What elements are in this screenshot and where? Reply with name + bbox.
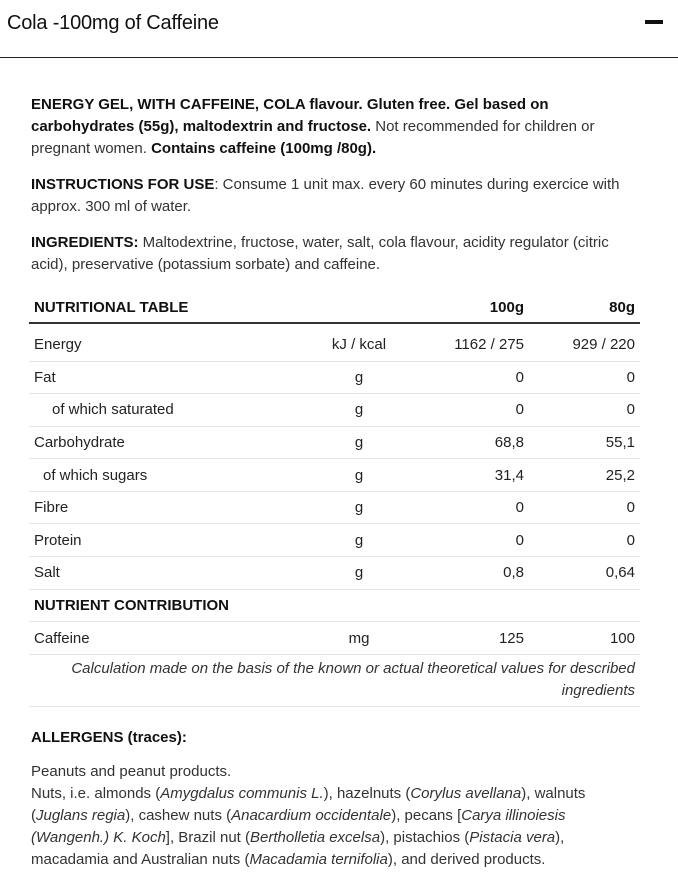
table-title: NUTRITIONAL TABLE: [29, 292, 304, 323]
nutrient-name: Protein: [29, 524, 304, 557]
allergens-text-part: ), walnuts (: [31, 785, 586, 824]
product-description: [31, 94, 643, 290]
ingredients-paragraph: [31, 232, 643, 276]
allergens-peanuts: Peanuts and peanut products.: [31, 763, 232, 780]
nutrient-name: Energy: [29, 323, 304, 361]
table-row: [29, 557, 640, 590]
nutrient-name: Fibre: [29, 491, 304, 524]
allergens-text-part: ), cashew nuts (: [125, 807, 232, 824]
allergens-text-part: ), macadamia and Australian nuts (: [31, 829, 565, 868]
latin-name: Bertholletia excelsa: [250, 829, 381, 846]
value-80g: 0,64: [529, 557, 640, 590]
nutrient-name: of which sugars: [29, 459, 304, 492]
nutrient-contribution-title: NUTRIENT CONTRIBUTION: [29, 589, 640, 622]
value-80g: 0: [529, 524, 640, 557]
table-row: [29, 361, 640, 394]
table-header-row: [29, 292, 640, 323]
nutrient-unit: g: [304, 459, 414, 492]
instructions-text: : Consume 1 unit max. every 60 minutes during exercice with approx. 300 ml of water.: [31, 176, 620, 215]
value-100g: 0: [414, 394, 529, 427]
minus-icon[interactable]: [645, 20, 663, 24]
description-paragraph: [31, 94, 643, 160]
nutrient-unit: g: [304, 361, 414, 394]
allergens-text-part: ], Brazil nut (: [165, 829, 250, 846]
value-80g: 55,1: [529, 426, 640, 459]
value-80g: 0: [529, 394, 640, 427]
value-100g: 31,4: [414, 459, 529, 492]
table-row: [29, 323, 640, 361]
section-header-row: [29, 589, 640, 622]
latin-name: Corylus avellana: [410, 785, 522, 802]
ingredients-text: Maltodextrine, fructose, water, salt, cola flavour, acidity regulator (citric acid), preservative (potassium sorbate) and caffeine.: [31, 234, 609, 273]
nutrient-unit: g: [304, 557, 414, 590]
latin-name: Macadamia ternifolia: [249, 851, 388, 868]
allergens-text-part: ), and derived products.: [387, 851, 546, 868]
allergens-text-part: ), pecans [: [391, 807, 462, 824]
latin-name: Amygdalus communis L.: [160, 785, 324, 802]
column-header-100g: 100g: [414, 292, 529, 323]
allergens-text-part: ), pistachios (: [380, 829, 470, 846]
description-bold-1: ENERGY GEL, WITH CAFFEINE, COLA flavour. Gluten free. Gel based on carbohydrates (55g), maltodextrin and fructose.: [31, 96, 549, 135]
latin-name: Anacardium occidentale: [231, 807, 392, 824]
value-80g: 100: [529, 622, 640, 655]
description-bold-2: Contains caffeine (100mg /80g).: [151, 140, 377, 157]
description-text: Not recommended for children or pregnant women.: [31, 118, 595, 157]
nutrient-unit: kJ / kcal: [304, 323, 414, 361]
value-80g: 25,2: [529, 459, 640, 492]
nutrient-name: Caffeine: [29, 622, 304, 655]
nutrient-unit: g: [304, 426, 414, 459]
value-80g: 929 / 220: [529, 323, 640, 361]
table-row: [29, 426, 640, 459]
value-80g: 0: [529, 491, 640, 524]
value-100g: 68,8: [414, 426, 529, 459]
nutrient-name: Carbohydrate: [29, 426, 304, 459]
latin-name: Carya illinoiesis (Wangenh.) K. Koch: [31, 807, 566, 846]
value-80g: 0: [529, 361, 640, 394]
nutrient-unit: g: [304, 524, 414, 557]
value-100g: 0: [414, 491, 529, 524]
nutrition-table: [29, 292, 640, 707]
value-100g: 0: [414, 524, 529, 557]
allergens-text-part: ), hazelnuts (: [323, 785, 411, 802]
calculation-note: Calculation made on the basis of the known or actual theoretical values for described ingredients: [29, 654, 640, 706]
column-header-80g: 80g: [529, 292, 640, 323]
accordion-header[interactable]: [0, 0, 678, 58]
table-row: [29, 622, 640, 655]
accordion-title: Cola -100mg of Caffeine: [7, 12, 219, 34]
nutrient-unit: mg: [304, 622, 414, 655]
calculation-note-row: [29, 654, 640, 706]
value-100g: 125: [414, 622, 529, 655]
value-100g: 0,8: [414, 557, 529, 590]
nutrient-name: Salt: [29, 557, 304, 590]
allergens-section: [31, 727, 643, 871]
allergens-text: [31, 761, 643, 871]
table-row: [29, 524, 640, 557]
value-100g: 0: [414, 361, 529, 394]
instructions-paragraph: [31, 174, 643, 218]
nutrient-unit: g: [304, 491, 414, 524]
latin-name: Juglans regia: [36, 807, 126, 824]
instructions-label: INSTRUCTIONS FOR USE: [31, 176, 215, 193]
ingredients-label: INGREDIENTS:: [31, 234, 139, 251]
allergens-title: ALLERGENS (traces):: [31, 729, 187, 746]
latin-name: Pistacia vera: [469, 829, 556, 846]
table-row: [29, 394, 640, 427]
allergens-text-part: Nuts, i.e. almonds (: [31, 785, 161, 802]
nutrient-unit: g: [304, 394, 414, 427]
allergens-nuts: [31, 783, 643, 871]
table-row: [29, 491, 640, 524]
table-row: [29, 459, 640, 492]
nutrient-name: of which saturated: [29, 394, 304, 427]
value-100g: 1162 / 275: [414, 323, 529, 361]
nutrient-name: Fat: [29, 361, 304, 394]
